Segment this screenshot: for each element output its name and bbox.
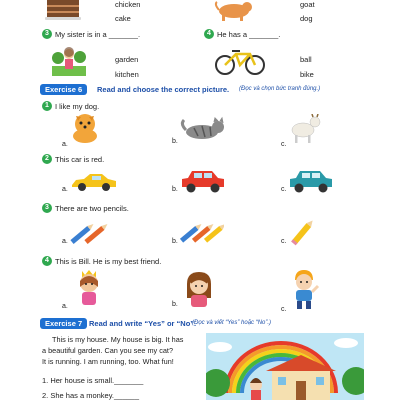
- ex6-item-4-text: This is Bill. He is my best friend.: [55, 257, 162, 266]
- word-ball: ball: [300, 55, 312, 64]
- passage-line-2: a beautiful garden. Can you see my cat?: [42, 346, 174, 355]
- cake-picture: [45, 0, 81, 20]
- two-pencils-picture: [70, 220, 108, 246]
- ex6-item-4-option-c[interactable]: c.: [281, 306, 287, 313]
- ex6-item-1-number: 1: [42, 101, 52, 111]
- ex6-item-4-option-a[interactable]: a.: [62, 303, 68, 310]
- ex6-item-3-text: There are two pencils.: [55, 204, 129, 213]
- girl-garden-picture: [52, 44, 86, 76]
- teal-car-picture: [288, 168, 334, 194]
- boy-bill-picture: [288, 268, 320, 310]
- house-garden-rainbow-picture: [206, 333, 364, 400]
- ex6-item-2-text: This car is red.: [55, 155, 105, 164]
- ex6-item-4-option-b[interactable]: b.: [172, 301, 178, 308]
- goat-picture: [288, 114, 322, 144]
- pomeranian-dog-picture: [68, 112, 102, 144]
- ex6-item-1-option-a[interactable]: a.: [62, 141, 68, 148]
- word-kitchen: kitchen: [115, 70, 139, 79]
- question-number-4: 4: [204, 29, 214, 39]
- word-cake: cake: [115, 14, 131, 23]
- exercise-6-subtitle: (Đọc và chọn bức tranh đúng.): [239, 86, 321, 92]
- ex6-item-1-option-b[interactable]: b.: [172, 138, 178, 145]
- ex6-item-4-number: 4: [42, 256, 52, 266]
- word-chicken: chicken: [115, 0, 141, 9]
- dog-picture: [214, 0, 254, 22]
- ex6-item-2-number: 2: [42, 154, 52, 164]
- ex6-item-3-option-b[interactable]: b.: [172, 238, 178, 245]
- three-pencils-picture: [180, 220, 224, 246]
- girl-brown-hair-picture: [182, 270, 216, 308]
- word-garden: garden: [115, 55, 139, 64]
- ex6-item-3-option-c[interactable]: c.: [281, 238, 287, 245]
- yellow-car-picture: [70, 172, 118, 192]
- question-4-text: He has a _______.: [217, 30, 281, 39]
- red-car-picture: [180, 168, 226, 194]
- question-2-line[interactable]: 2. She has a monkey.______: [42, 391, 140, 400]
- one-pencil-picture: [288, 218, 318, 246]
- ex6-item-3-number: 3: [42, 203, 52, 213]
- ex6-item-2-option-a[interactable]: a.: [62, 186, 68, 193]
- ex6-item-1-text: I like my dog.: [55, 102, 100, 111]
- passage-line-3: It is running. I am running, too. What fun!: [42, 357, 174, 366]
- cat-picture: [180, 116, 226, 142]
- question-3-text: My sister is in a _______.: [55, 30, 141, 39]
- ex6-item-3-option-a[interactable]: a.: [62, 238, 68, 245]
- passage-line-1: This is my house. My house is big. It has: [52, 335, 184, 344]
- exercise-6-badge: Exercise 6: [40, 84, 87, 95]
- ex6-item-2-option-c[interactable]: c.: [281, 186, 287, 193]
- word-goat: goat: [300, 0, 315, 9]
- exercise-6-title: Read and choose the correct picture.: [97, 85, 230, 94]
- girl-crown-picture: [72, 267, 106, 307]
- question-1-line[interactable]: 1. Her house is small._______: [42, 376, 144, 385]
- exercise-7-title: Read and write “Yes” or “No”.: [89, 319, 197, 328]
- bike-picture: [214, 46, 266, 76]
- ex6-item-1-option-c[interactable]: c.: [281, 141, 287, 148]
- exercise-7-badge: Exercise 7: [40, 318, 87, 329]
- word-bike: bike: [300, 70, 314, 79]
- word-dog: dog: [300, 14, 313, 23]
- exercise-7-subtitle: (Đọc và viết “Yes” hoặc “No”.): [192, 320, 272, 326]
- ex6-item-2-option-b[interactable]: b.: [172, 186, 178, 193]
- question-number-3: 3: [42, 29, 52, 39]
